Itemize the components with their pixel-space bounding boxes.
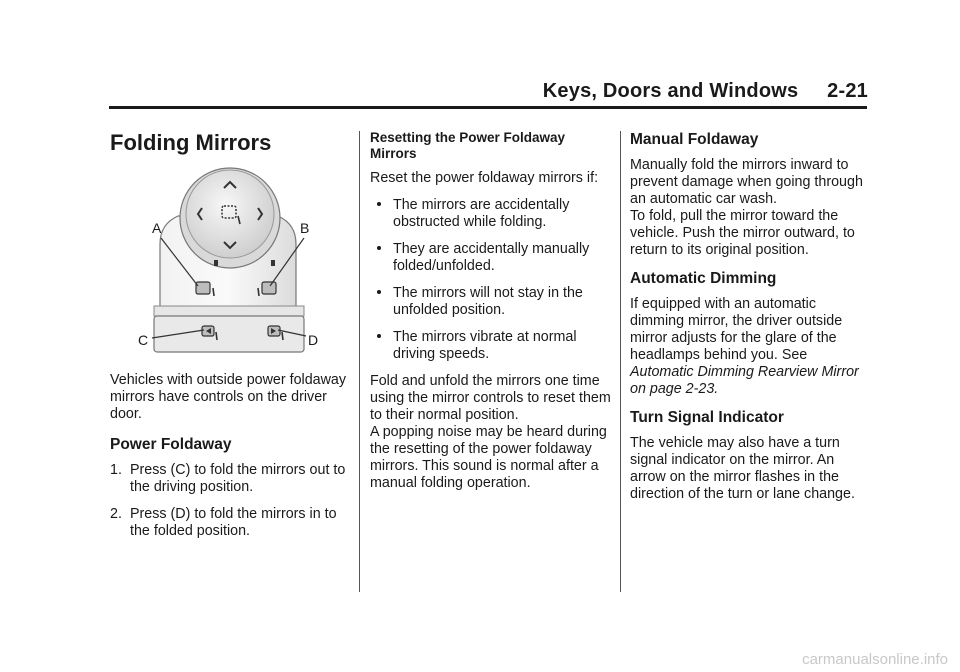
mirror-control-illustration	[118, 164, 338, 364]
resetting-lead: Reset the power foldaway mirrors if:	[370, 170, 599, 186]
automatic-dimming-paragraph: If equipped with an automatic dimming mirror, the driver outside mirror adjusts for the glare of the headlamps behind you. See Automatic Dimming Rearview Mirror on page 2-23.	[630, 296, 859, 397]
figure-label-c: C	[138, 332, 149, 348]
turn-signal-heading: Turn Signal Indicator	[630, 409, 784, 426]
section-title: Folding Mirrors	[110, 130, 272, 155]
page-number: 2-21	[827, 80, 868, 102]
list-item: The mirrors vibrate at normal driving speeds.	[370, 329, 612, 363]
figure-label-d: D	[308, 332, 319, 348]
resetting-conditions	[370, 197, 612, 363]
list-item: The mirrors are accidentally obstructed while folding.	[370, 197, 612, 231]
list-item: 2. Press (D) to fold the mirrors in to the folded position.	[110, 506, 337, 539]
manual-foldaway-heading: Manual Foldaway	[630, 131, 759, 148]
header-section-title: Keys, Doors and Windows	[542, 80, 799, 102]
resetting-paragraph-1: Fold and unfold the mirrors one time using the mirror controls to reset them to their normal position.	[370, 373, 611, 423]
column-divider-2	[620, 131, 621, 592]
resetting-heading: Resetting the Power Foldaway Mirrors	[370, 130, 566, 161]
right-column	[630, 130, 870, 513]
left-column	[110, 130, 350, 156]
figure-label-b: B	[300, 220, 310, 236]
manual-foldaway-paragraph-1: Manually fold the mirrors inward to prevent damage when going through an automatic car wash.	[630, 157, 863, 207]
list-item: 1. Press (C) to fold the mirrors out to the driving position.	[110, 462, 346, 495]
resetting-paragraph-2: A popping noise may be heard during the resetting of the power foldaway mirrors. This sound is normal after a manual folding operation.	[370, 424, 607, 491]
power-foldaway-heading: Power Foldaway	[110, 436, 232, 453]
list-item: They are accidentally manually folded/unfolded.	[370, 241, 612, 275]
mirror-control-figure	[118, 164, 338, 364]
manual-foldaway-paragraph-2: To fold, pull the mirror toward the vehicle. Push the mirror outward, to return to its original position.	[630, 208, 855, 258]
column-divider-1	[359, 131, 360, 592]
automatic-dimming-cross-reference[interactable]: Automatic Dimming Rearview Mirror on page 2-23.	[630, 364, 859, 397]
header-rule	[109, 106, 867, 109]
automatic-dimming-heading: Automatic Dimming	[630, 270, 777, 287]
turn-signal-paragraph: The vehicle may also have a turn signal indicator on the mirror. An arrow on the mirror flashes in the direction of the turn or lane change.	[630, 435, 855, 502]
middle-column	[370, 130, 612, 502]
left-column-body	[110, 372, 352, 550]
footer-watermark: carmanualsonline.info	[802, 651, 948, 668]
list-item: The mirrors will not stay in the unfolded position.	[370, 285, 612, 319]
figure-label-a: A	[152, 220, 162, 236]
intro-paragraph: Vehicles with outside power foldaway mirrors have controls on the driver door.	[110, 372, 347, 422]
power-foldaway-steps	[110, 462, 352, 540]
running-header	[543, 80, 868, 103]
